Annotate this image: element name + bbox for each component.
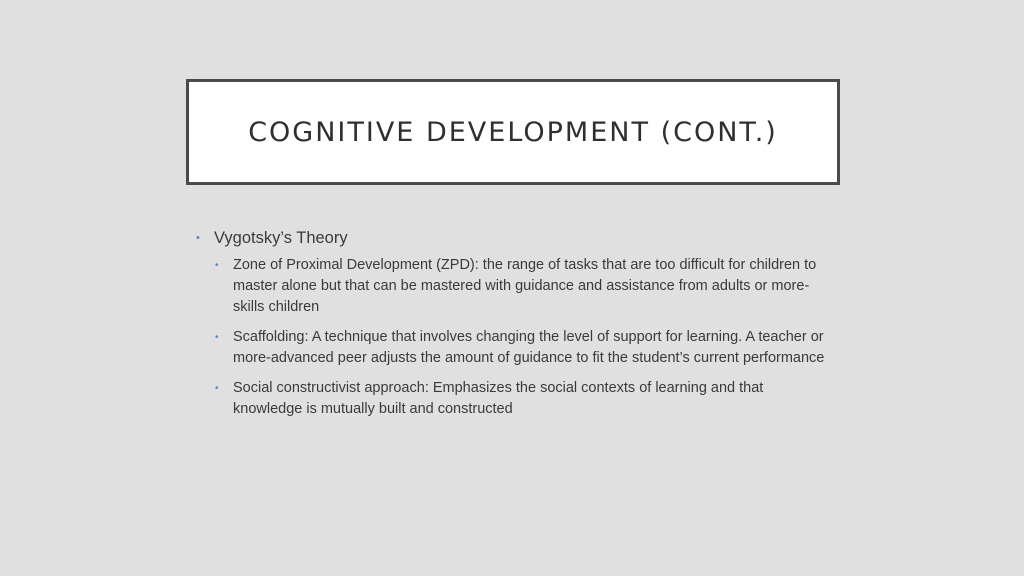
sub-point-text: Social constructivist approach: Emphasizes the social contexts of learning and that knowledge is mutually built and constructed — [233, 380, 764, 417]
sub-point-text: Zone of Proximal Development (ZPD): the range of tasks that are too difficult for children to master alone but that can be mastered with guidance and assistance from adults or more-skills children — [233, 257, 817, 315]
slide-title: COGNITIVE DEVELOPMENT (CONT.) — [248, 116, 778, 148]
title-box — [186, 79, 840, 185]
bullet-main — [196, 225, 836, 251]
bullet-icon: • — [196, 232, 200, 244]
bullet-icon: • — [215, 383, 219, 394]
sub-point-text: Scaffolding: A technique that involves changing the level of support for learning. A teacher or more-advanced peer adjusts the amount of guidance to fit the student’s current performance — [233, 329, 825, 366]
sub-point-zpd — [215, 255, 836, 318]
bullet-icon: • — [215, 332, 219, 343]
sub-point-scaffolding — [215, 327, 836, 369]
sub-point-list — [215, 255, 836, 420]
bullet-icon: • — [215, 260, 219, 271]
main-point-text: Vygotsky’s Theory — [214, 229, 348, 247]
slide-content — [196, 225, 836, 429]
sub-point-social-constructivist — [215, 378, 836, 420]
